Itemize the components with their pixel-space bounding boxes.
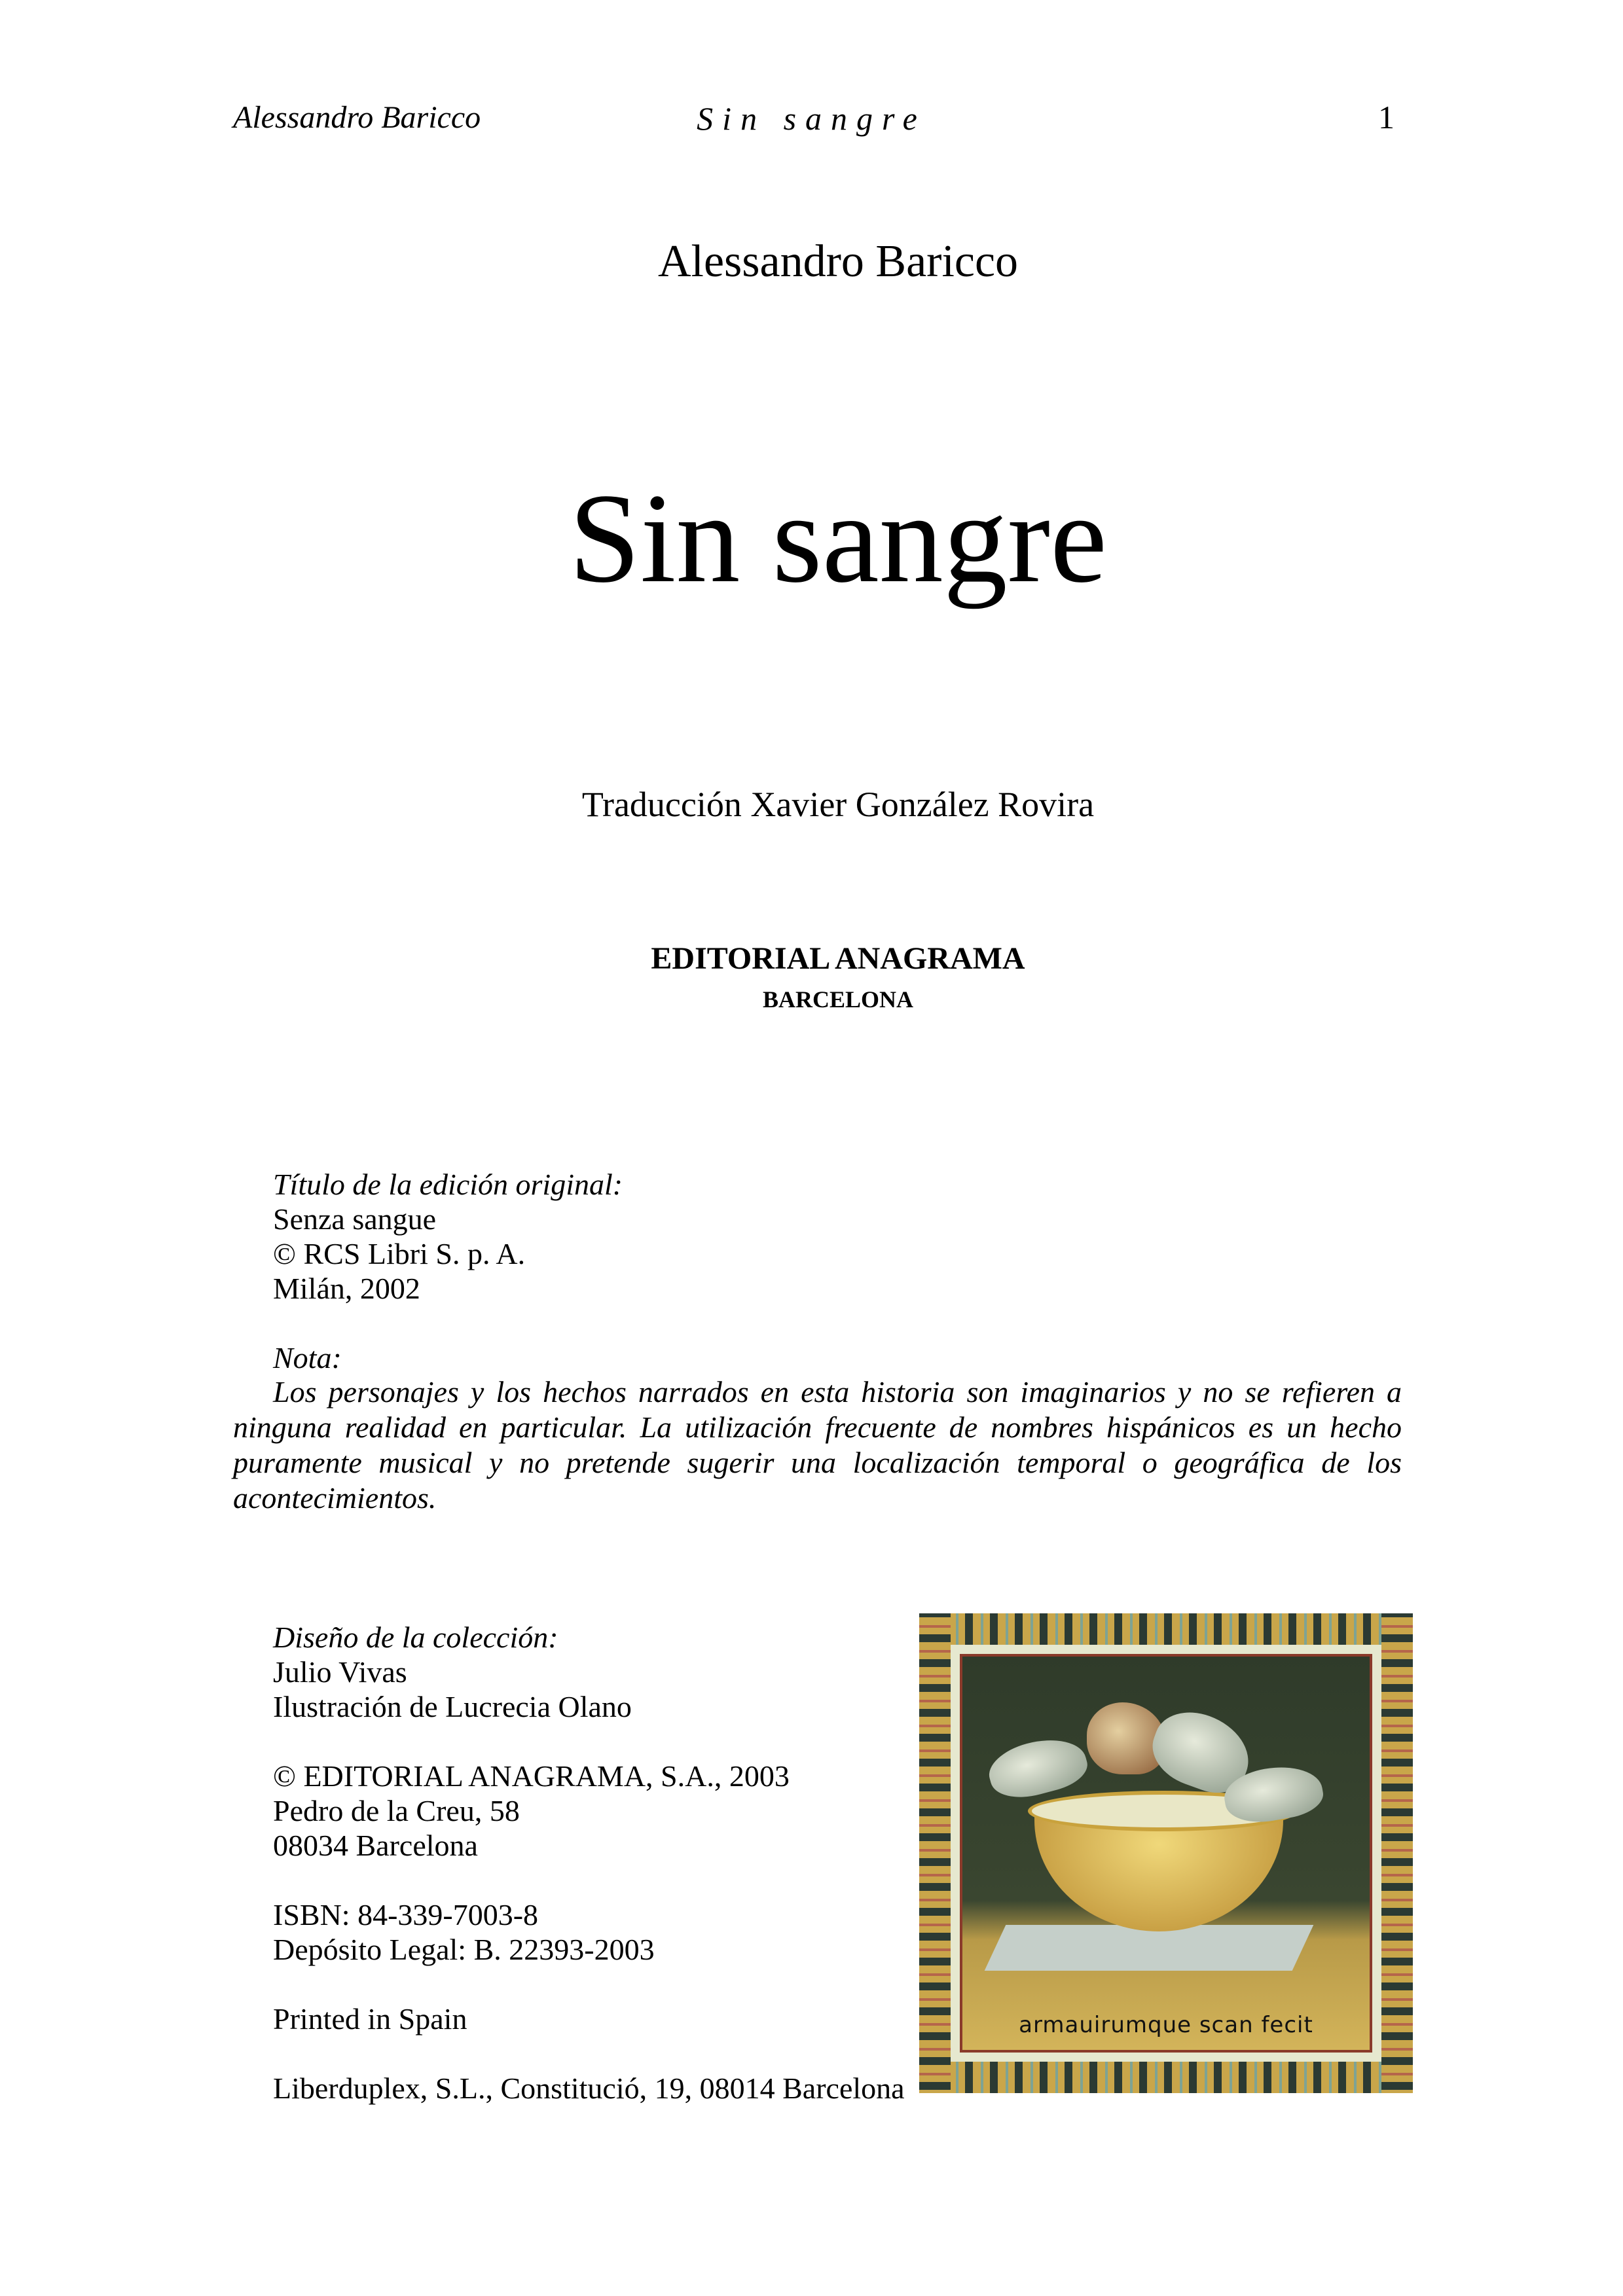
isbn: ISBN: 84-339-7003-8 xyxy=(273,1898,539,1931)
book-author: Alessandro Baricco xyxy=(657,236,1019,287)
deposito-legal: Depósito Legal: B. 22393-2003 xyxy=(273,1933,655,1966)
publisher-city: BARCELONA xyxy=(762,986,914,1013)
designer: Julio Vivas xyxy=(273,1655,407,1689)
book-title: Sin sangre xyxy=(569,467,1107,609)
note-text: Los personajes y los hechos narrados en esta historia son imaginarios y no se refieren a ninguna realidad en particular. La utilización frecuente de nombres hispánicos es un hecho puramente musical y no pretende sugerir una localización temporal o geográfica de los acontecimientos. xyxy=(233,1375,1402,1515)
page-number: 1 xyxy=(1378,99,1395,135)
printed-in: Printed in Spain xyxy=(273,2002,467,2036)
publisher-address: Pedro de la Creu, 58 xyxy=(273,1794,520,1827)
translator: Traducción Xavier González Rovira xyxy=(581,785,1095,824)
running-header-title: Sin sangre xyxy=(697,100,926,137)
illustration-credit: Ilustración de Lucrecia Olano xyxy=(273,1690,632,1723)
running-header-author: Alessandro Baricco xyxy=(233,100,481,135)
publisher: EDITORIAL ANAGRAMA xyxy=(651,941,1025,976)
publisher-copyright: © EDITORIAL ANAGRAMA, S.A., 2003 xyxy=(273,1759,790,1793)
printer: Liberduplex, S.L., Constitució, 19, 08014 Barcelona xyxy=(273,2072,905,2105)
design-label: Diseño de la colección: xyxy=(273,1621,558,1654)
image-caption: armauirumque scan fecit xyxy=(1019,2012,1313,2038)
original-title: Senza sangue xyxy=(273,1202,437,1236)
doves-mosaic-image xyxy=(919,1613,1413,2093)
original-place-year: Milán, 2002 xyxy=(273,1272,420,1305)
original-copyright: © RCS Libri S. p. A. xyxy=(273,1237,526,1270)
original-title-label: Título de la edición original: xyxy=(273,1168,623,1201)
publisher-postal: 08034 Barcelona xyxy=(273,1829,478,1862)
note-label: Nota: xyxy=(273,1341,342,1374)
